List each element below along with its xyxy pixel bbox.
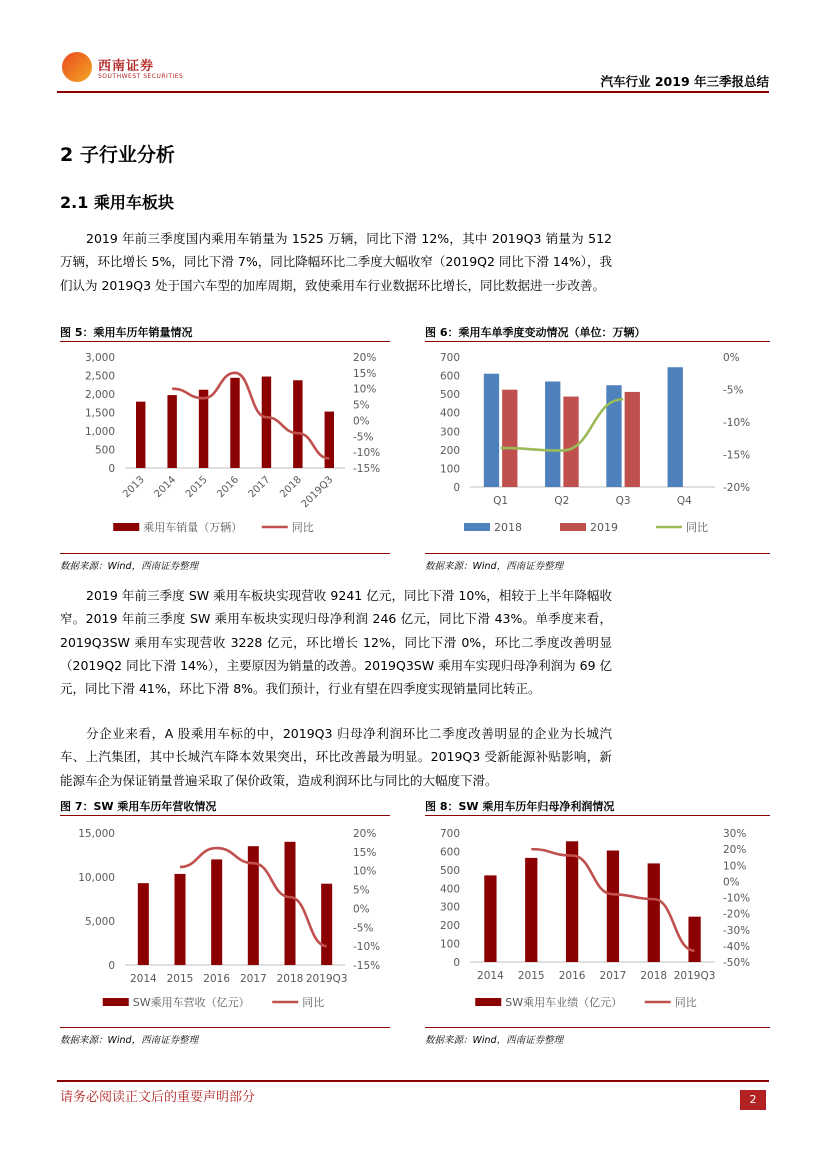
page-number: 2 bbox=[740, 1090, 766, 1110]
bar bbox=[230, 378, 239, 468]
fig6-rule-bottom bbox=[425, 553, 770, 554]
bar bbox=[545, 382, 560, 487]
y-tick-label-left: 0 bbox=[453, 482, 460, 494]
y-tick-label-right: 0% bbox=[353, 903, 370, 916]
fig7-rule-bottom bbox=[60, 1027, 390, 1028]
x-tick-label: 2018 bbox=[278, 474, 304, 501]
y-tick-label-left: 10,000 bbox=[78, 872, 115, 884]
y-tick-label-right: 0% bbox=[353, 415, 370, 428]
series-line bbox=[172, 373, 329, 459]
x-tick-label: Q3 bbox=[615, 495, 631, 507]
y-tick-label-left: 400 bbox=[439, 883, 460, 896]
y-tick-label-right: 20% bbox=[353, 828, 377, 840]
series-line bbox=[501, 399, 624, 450]
bar bbox=[262, 377, 271, 468]
bar bbox=[293, 380, 302, 468]
y-tick-label-left: 100 bbox=[439, 463, 460, 476]
brand-logo-icon bbox=[62, 52, 92, 82]
y-tick-label-right: -20% bbox=[723, 482, 751, 494]
x-tick-label: 2019Q3 bbox=[673, 970, 716, 982]
fig8-chart bbox=[425, 817, 770, 1024]
brand-name-en: SOUTHWEST SECURITIES bbox=[98, 73, 184, 80]
y-tick-label-right: 20% bbox=[723, 844, 747, 857]
y-tick-label-right: -15% bbox=[723, 449, 751, 462]
y-tick-label-left: 300 bbox=[439, 426, 460, 439]
y-tick-label-right: 15% bbox=[353, 846, 377, 859]
y-tick-label-right: -40% bbox=[723, 940, 751, 953]
subsection-heading: 2.1 乘用车板块 bbox=[60, 193, 174, 212]
y-tick-label-left: 0 bbox=[453, 957, 460, 969]
fig8-rule-bottom bbox=[425, 1027, 770, 1028]
x-tick-label: 2019Q3 bbox=[305, 973, 348, 985]
y-tick-label-right: -20% bbox=[723, 908, 751, 921]
x-tick-label: 2017 bbox=[246, 474, 273, 501]
fig5-rule bbox=[60, 341, 390, 342]
y-tick-label-right: -15% bbox=[353, 960, 381, 972]
bar bbox=[563, 397, 578, 487]
x-tick-label: 2017 bbox=[239, 973, 267, 985]
y-tick-label-right: -30% bbox=[723, 924, 751, 937]
bar bbox=[525, 858, 537, 962]
legend-label: 同比 bbox=[674, 996, 697, 1009]
y-tick-label-right: 5% bbox=[353, 399, 370, 412]
fig5-rule-bottom bbox=[60, 553, 390, 554]
x-tick-label: Q1 bbox=[493, 495, 509, 507]
fig8-rule bbox=[425, 815, 770, 816]
x-tick-label: 2016 bbox=[215, 474, 242, 501]
y-tick-label-left: 15,000 bbox=[78, 828, 115, 840]
bar bbox=[668, 367, 683, 487]
y-tick-label-right: 30% bbox=[723, 828, 747, 840]
bar bbox=[625, 392, 640, 487]
y-tick-label-left: 500 bbox=[94, 444, 115, 457]
brand-name: 西南证券 bbox=[98, 59, 155, 74]
y-tick-label-right: -15% bbox=[353, 463, 381, 475]
y-tick-label-right: -10% bbox=[723, 892, 751, 905]
bar bbox=[321, 884, 332, 965]
bar bbox=[136, 402, 145, 468]
y-tick-label-left: 3,000 bbox=[84, 352, 115, 364]
legend-swatch bbox=[464, 523, 490, 531]
y-tick-label-left: 1,500 bbox=[84, 407, 115, 420]
y-tick-label-right: -5% bbox=[353, 431, 374, 444]
paragraph-2 bbox=[60, 584, 612, 700]
x-tick-label: 2016 bbox=[203, 973, 231, 985]
x-tick-label: 2017 bbox=[599, 970, 627, 982]
x-tick-label: 2015 bbox=[517, 970, 545, 982]
y-tick-label-right: 15% bbox=[353, 367, 377, 380]
fig7-source: 数据来源：Wind，西南证券整理 bbox=[60, 1035, 199, 1046]
fig8-title: 图 8：SW 乘用车历年归母净利润情况 bbox=[425, 800, 615, 813]
y-tick-label-left: 700 bbox=[439, 352, 460, 364]
y-tick-label-right: 0% bbox=[723, 352, 740, 364]
legend-label: 同比 bbox=[302, 996, 325, 1009]
footer-divider bbox=[57, 1080, 769, 1082]
y-tick-label-right: 10% bbox=[723, 860, 747, 873]
legend-label: 乘用车销量（万辆） bbox=[143, 521, 243, 534]
x-tick-label: 2018 bbox=[640, 970, 668, 982]
y-tick-label-right: 20% bbox=[353, 352, 377, 364]
y-tick-label-right: -50% bbox=[723, 957, 751, 969]
section-heading: 2 子行业分析 bbox=[60, 144, 175, 166]
y-tick-label-left: 5,000 bbox=[84, 916, 115, 928]
fig6-source: 数据来源：Wind，西南证券整理 bbox=[425, 561, 564, 572]
x-tick-label: Q2 bbox=[554, 495, 570, 507]
y-tick-label-left: 1,000 bbox=[84, 426, 115, 438]
y-tick-label-left: 700 bbox=[439, 828, 460, 840]
y-tick-label-right: -5% bbox=[723, 384, 744, 397]
y-tick-label-right: -5% bbox=[353, 922, 374, 935]
report-title: 汽车行业 2019 年三季报总结 bbox=[600, 74, 769, 89]
legend-label: 同比 bbox=[686, 521, 708, 534]
bar bbox=[175, 874, 186, 965]
x-tick-label: 2015 bbox=[166, 973, 194, 985]
fig5-title: 图 5：乘用车历年销量情况 bbox=[60, 326, 193, 339]
legend-swatch bbox=[113, 523, 139, 531]
legend-swatch bbox=[560, 523, 586, 531]
bar bbox=[688, 917, 700, 962]
bar bbox=[484, 875, 496, 962]
fig6-title: 图 6：乘用车单季度变动情况（单位：万辆） bbox=[425, 326, 646, 339]
y-tick-label-left: 0 bbox=[108, 463, 115, 475]
y-tick-label-left: 600 bbox=[439, 846, 460, 859]
y-tick-label-right: -10% bbox=[353, 941, 381, 954]
header-divider bbox=[57, 91, 769, 93]
y-tick-label-left: 100 bbox=[439, 938, 460, 951]
legend-swatch bbox=[475, 998, 501, 1006]
paragraph-3 bbox=[60, 722, 612, 792]
paragraph-3-text: 分企业来看，A 股乘用车标的中，2019Q3 归母净利润环比二季度改善明显的企业为长城汽车、上汽集团，其中长城汽车降本效果突出，环比改善最为明显。2019Q3 受新能源补贴影响，新能源车企为保证销量普遍采取了保价政策，造成利润环比与同比的大幅度下滑。 bbox=[60, 726, 612, 788]
x-tick-label: 2018 bbox=[276, 973, 304, 985]
fig5-chart bbox=[60, 343, 390, 550]
fig7-rule bbox=[60, 815, 390, 816]
fig6-chart bbox=[425, 343, 770, 550]
y-tick-label-left: 2,500 bbox=[84, 370, 115, 383]
x-tick-label: 2014 bbox=[129, 973, 157, 985]
y-tick-label-left: 200 bbox=[439, 920, 460, 933]
y-tick-label-right: 0% bbox=[723, 876, 740, 889]
paragraph-1 bbox=[60, 227, 612, 297]
bar bbox=[566, 841, 578, 962]
fig6-rule bbox=[425, 341, 770, 342]
paragraph-1-text: 2019 年前三季度国内乘用车销量为 1525 万辆，同比下滑 12%，其中 2019Q3 销量为 512 万辆，环比增长 5%，同比下滑 7%，同比降幅环比二季度大幅收窄（2019Q2 同比下滑 14%），我们认为 2019Q3 处于国六车型的加库周期，致使乘用车行业数据环比增长，同比数据进一步改善。 bbox=[60, 231, 612, 293]
y-tick-label-left: 500 bbox=[439, 864, 460, 877]
y-tick-label-left: 2,000 bbox=[84, 389, 115, 401]
bar bbox=[285, 842, 296, 965]
fig7-chart bbox=[60, 817, 390, 1024]
y-tick-label-left: 600 bbox=[439, 370, 460, 383]
y-tick-label-right: -10% bbox=[723, 417, 751, 429]
y-tick-label-right: 5% bbox=[353, 884, 370, 897]
bar bbox=[211, 859, 222, 965]
x-tick-label: 2015 bbox=[183, 474, 210, 501]
footer-disclaimer: 请务必阅读正文后的重要声明部分 bbox=[60, 1090, 256, 1105]
paragraph-2-text: 2019 年前三季度 SW 乘用车板块实现营收 9241 亿元，同比下滑 10%，相较于上半年降幅收窄。2019 年前三季度 SW 乘用车板块实现归母净利润 246 亿元，同比下滑 43%。单季度来看，2019Q3SW 乘用车实现营收 3228 亿元，环比增长 12%，同比下滑 0%，环比二季度改善明显（2019Q2 同比下滑 14%），主要原因为销量的改善。2019Q3SW 乘用车实现归母净利润为 69 亿元，同比下滑 41%，环比下滑 8%。我们预计，行业有望在四季度实现销量同比转正。 bbox=[60, 588, 612, 697]
legend-label: SW乘用车营收（亿元） bbox=[132, 996, 250, 1009]
legend-label: SW乘用车业绩（亿元） bbox=[505, 996, 623, 1009]
legend-label: 同比 bbox=[291, 521, 314, 534]
y-tick-label-left: 300 bbox=[439, 901, 460, 914]
bar bbox=[648, 863, 660, 962]
fig8-source: 数据来源：Wind，西南证券整理 bbox=[425, 1035, 564, 1046]
x-tick-label: 2013 bbox=[121, 474, 147, 501]
bar bbox=[167, 395, 176, 468]
x-tick-label: 2019Q3 bbox=[299, 474, 336, 511]
x-tick-label: 2014 bbox=[477, 970, 504, 982]
y-tick-label-left: 400 bbox=[439, 407, 460, 420]
bar bbox=[502, 390, 517, 487]
x-tick-label: 2016 bbox=[558, 970, 586, 982]
bar bbox=[484, 374, 499, 487]
bar bbox=[199, 390, 208, 468]
fig5-source: 数据来源：Wind，西南证券整理 bbox=[60, 561, 199, 572]
legend-label: 2019 bbox=[590, 521, 618, 534]
y-tick-label-left: 500 bbox=[439, 389, 460, 402]
y-tick-label-left: 0 bbox=[108, 960, 115, 972]
legend-label: 2018 bbox=[494, 521, 522, 534]
legend-swatch bbox=[103, 998, 129, 1006]
y-tick-label-right: 10% bbox=[353, 383, 377, 396]
y-tick-label-left: 200 bbox=[439, 444, 460, 457]
fig7-title: 图 7：SW 乘用车历年营收情况 bbox=[60, 800, 217, 813]
y-tick-label-right: -10% bbox=[353, 447, 381, 460]
bar bbox=[138, 883, 149, 965]
y-tick-label-right: 10% bbox=[353, 865, 377, 878]
x-tick-label: 2014 bbox=[152, 474, 179, 501]
x-tick-label: Q4 bbox=[676, 495, 692, 507]
bar bbox=[607, 851, 619, 962]
